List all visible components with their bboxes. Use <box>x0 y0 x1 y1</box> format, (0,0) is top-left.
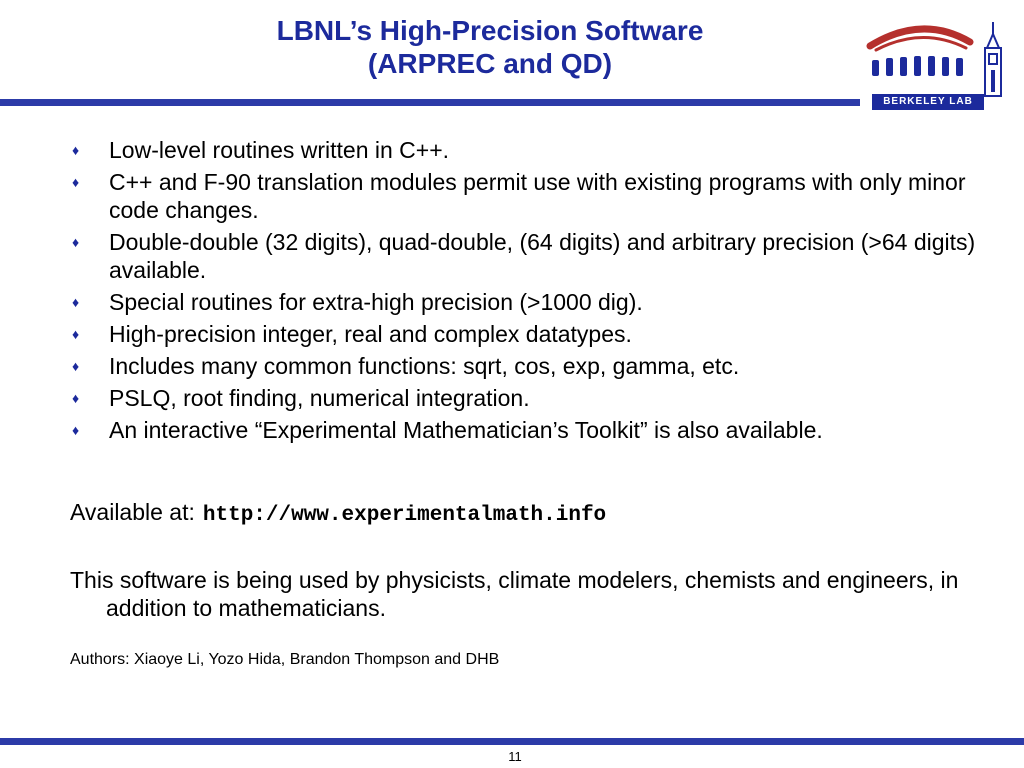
diamond-bullet-icon: ♦ <box>72 326 80 342</box>
bottom-divider <box>0 738 1024 745</box>
bullet-text: Low-level routines written in C++. <box>109 137 450 163</box>
bullet-item <box>72 416 1012 444</box>
bullet-item <box>72 288 1012 316</box>
diamond-bullet-icon: ♦ <box>72 174 80 190</box>
bullet-item <box>72 228 1012 284</box>
available-label: Available at: <box>70 499 195 525</box>
bullet-item <box>72 136 1012 164</box>
available-url-link[interactable]: http://www.experimentalmath.info <box>202 504 607 527</box>
bullet-item <box>72 320 1012 348</box>
bullet-text: An interactive “Experimental Mathematician’s Toolkit” is also available. <box>109 417 823 443</box>
bullet-item <box>72 168 1012 224</box>
page-number: 11 <box>508 749 522 764</box>
diamond-bullet-icon: ♦ <box>72 294 80 310</box>
top-divider <box>0 99 860 106</box>
bullet-text: Double-double (32 digits), quad-double, (64 digits) and arbitrary precision (>64 digits) available. <box>109 229 976 283</box>
bullet-text: PSLQ, root finding, numerical integration. <box>109 385 530 411</box>
berkeley-lab-logo <box>862 14 1018 112</box>
slide-title-line-1: LBNL’s High-Precision Software <box>276 15 704 46</box>
diamond-bullet-icon: ♦ <box>72 390 80 406</box>
bullet-list <box>72 136 1012 448</box>
bullet-text: Includes many common functions: sqrt, cos, exp, gamma, etc. <box>109 353 740 379</box>
authors-line: Authors: Xiaoye Li, Yozo Hida, Brandon Thompson and DHB <box>70 651 500 668</box>
diamond-bullet-icon: ♦ <box>72 234 80 250</box>
bullet-text: High-precision integer, real and complex datatypes. <box>109 321 632 347</box>
slide-title-line-2: (ARPREC and QD) <box>367 48 613 79</box>
availability-line <box>70 498 606 530</box>
usage-paragraph: This software is being used by physicists, climate modelers, chemists and engineers, in addition to mathematicians. <box>70 567 959 621</box>
bullet-text: Special routines for extra-high precision (>1000 dig). <box>109 289 643 315</box>
bullet-text: C++ and F-90 translation modules permit use with existing programs with only minor code changes. <box>109 169 966 223</box>
diamond-bullet-icon: ♦ <box>72 422 80 438</box>
slide-title <box>160 14 820 80</box>
diamond-bullet-icon: ♦ <box>72 142 80 158</box>
diamond-bullet-icon: ♦ <box>72 358 80 374</box>
bullet-item <box>72 352 1012 380</box>
bullet-item <box>72 384 1012 412</box>
logo-label: BERKELEY LAB <box>872 94 984 110</box>
